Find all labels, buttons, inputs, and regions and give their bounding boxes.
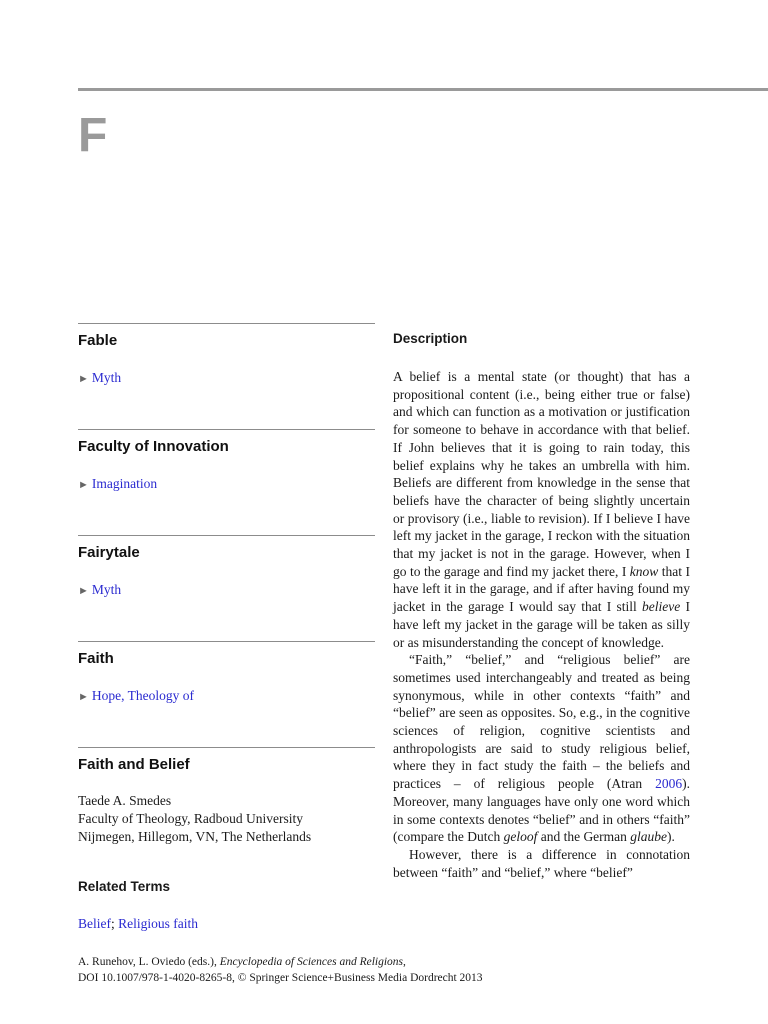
related-term-link[interactable]: Religious faith — [118, 916, 199, 931]
text-run: ). Moreover, many languages have only one word which in some contexts denotes “belief” and in others “faith” (compare the Dutch — [393, 776, 690, 845]
description-heading: Description — [393, 331, 468, 346]
entry-title: Faculty of Innovation — [78, 438, 229, 455]
description-paragraph — [393, 651, 690, 846]
right-column — [393, 330, 690, 881]
citation-link[interactable]: 2006 — [655, 776, 683, 792]
entry-faculty-of-innovation — [78, 429, 375, 535]
cross-reference-link[interactable]: Imagination — [91, 476, 158, 491]
left-column — [78, 323, 375, 933]
text-run: , — [403, 956, 406, 968]
arrow-right-icon: ► — [78, 373, 89, 385]
text-run-italic: believe — [642, 599, 681, 615]
cross-reference[interactable] — [78, 475, 375, 494]
related-terms-heading: Related Terms — [78, 879, 171, 894]
description-paragraph — [393, 368, 690, 651]
entry-divider — [78, 323, 375, 324]
related-term-separator: ; — [111, 916, 119, 931]
cross-reference-link[interactable]: Myth — [91, 582, 122, 597]
footer-doi: DOI 10.1007/978-1-4020-8265-8, © Springer Science+Business Media Dordrecht 2013 — [78, 972, 483, 984]
entry-faith-and-belief — [78, 747, 375, 933]
text-run: A belief is a mental state (or thought) that has a propositional content (i.e., being either true or false) and which can function as a motivation or justification for someone to behave in accordance with that belief. If John believes that it is going to rain today, this belief explains why he takes an umbrella with him. Beliefs are different from knowledge in the sense that beliefs have the character of being slightly uncertain or provisory (i.e., liable to revision). If I believe I have left my jacket in the garage, I reckon with the situation that my jacket is not in the garage. However, when I go to the garage and find my jacket there, I — [393, 369, 690, 579]
arrow-right-icon: ► — [78, 691, 89, 703]
entry-fairytale — [78, 535, 375, 641]
text-run-italic: geloof — [503, 829, 538, 845]
arrow-right-icon: ► — [78, 479, 89, 491]
author-location: Nijmegen, Hillegom, VN, The Netherlands — [78, 829, 312, 844]
entry-divider — [78, 641, 375, 642]
entry-faith — [78, 641, 375, 747]
text-run: that I have left it in the garage, and if after having found my jacket in the garage I would say that I still — [393, 563, 690, 615]
entry-title: Fable — [78, 332, 118, 349]
cross-reference-link[interactable]: Hope, Theology of — [91, 688, 194, 703]
entry-title: Fairytale — [78, 544, 140, 561]
text-run: A. Runehov, L. Oviedo (eds.), — [78, 956, 220, 968]
text-run: ). — [667, 829, 675, 845]
section-letter: F — [78, 109, 108, 162]
author-affiliation: Faculty of Theology, Radboud University — [78, 811, 303, 826]
entry-title: Faith and Belief — [78, 756, 190, 773]
author-name: Taede A. Smedes — [78, 793, 172, 808]
description-paragraph: However, there is a difference in connotation between “faith” and “belief,” where “belief” — [393, 846, 690, 880]
entry-divider — [78, 535, 375, 536]
text-run-italic: know — [629, 563, 659, 579]
cross-reference[interactable] — [78, 687, 375, 706]
entry-title: Faith — [78, 650, 114, 667]
footer-citation — [78, 954, 678, 970]
entry-divider — [78, 429, 375, 430]
cross-reference-link[interactable]: Myth — [91, 370, 122, 385]
entry-divider — [78, 747, 375, 748]
entry-fable — [78, 323, 375, 429]
author-block — [78, 792, 375, 846]
text-run: “Faith,” “belief,” and “religious belief” are sometimes used interchangeably and treated as being synonymous, while in other contexts “faith” and “belief” are seen as opposites. So, e.g., in the cognitive sciences of religion, cognitive scientists and anthropologists are said to study religious belief, where they in fact study the faith – the beliefs and practices – of religious people (Atran — [393, 652, 690, 792]
top-rule — [78, 88, 768, 91]
text-run: I have left my jacket in the garage will be taken as silly or as misunderstanding the concept of knowledge. — [393, 599, 690, 650]
cross-reference[interactable] — [78, 369, 375, 388]
page-footer — [78, 954, 678, 986]
related-terms — [78, 915, 375, 933]
related-term-link[interactable]: Belief — [78, 916, 111, 931]
arrow-right-icon: ► — [78, 585, 89, 597]
text-run-italic: Encyclopedia of Sciences and Religions — [219, 956, 404, 968]
cross-reference[interactable] — [78, 581, 375, 600]
text-run: and the German — [537, 829, 631, 845]
text-run-italic: glaube — [630, 829, 668, 845]
